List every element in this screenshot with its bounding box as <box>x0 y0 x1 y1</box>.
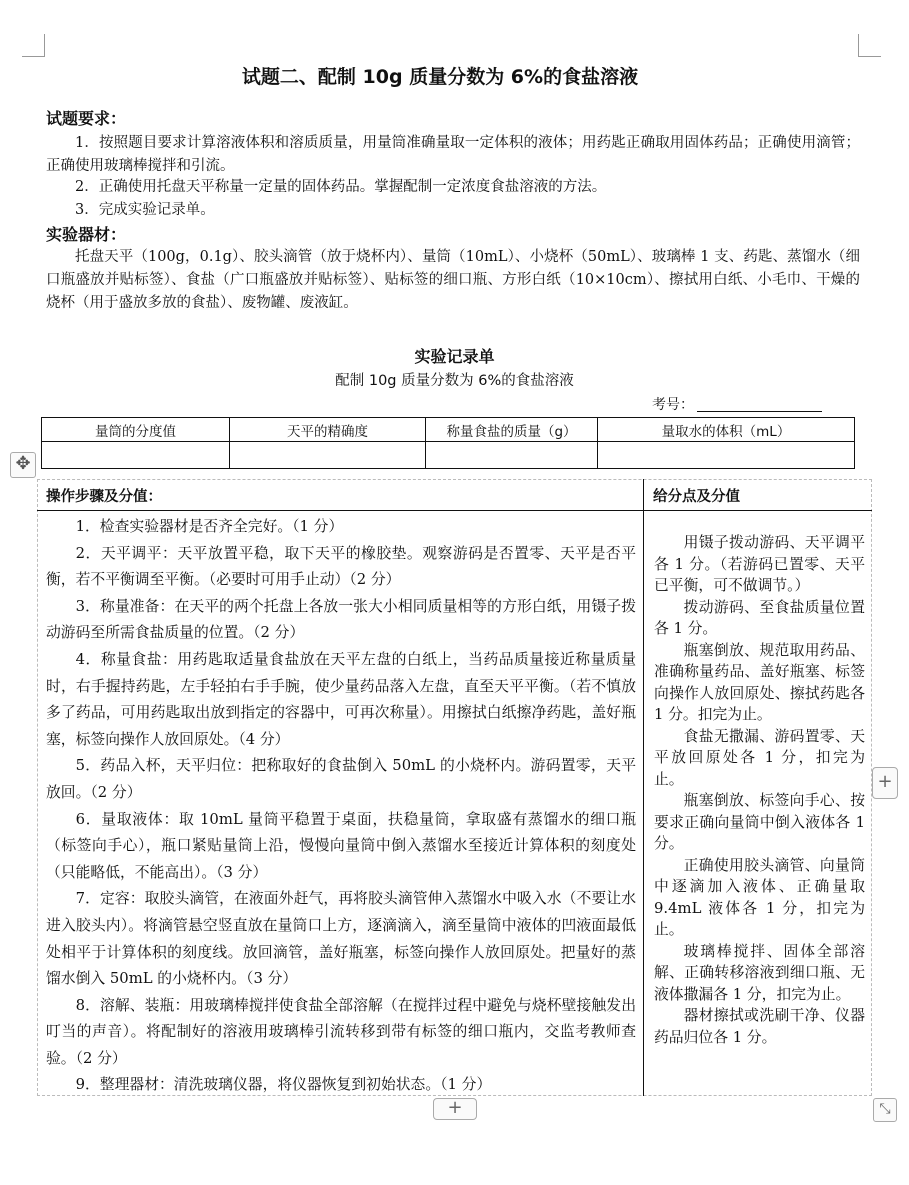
steps-header: 操作步骤及分值： <box>46 489 162 505</box>
step-item: 6．量取液体：取 10mL 量筒平稳置于桌面，扶稳量筒，拿取盛有蒸馏水的细口瓶（标签向手心），瓶口紧贴量筒上沿，慢慢向量筒中倒入蒸馏水至接近计算体积的刻度处（只能略低，不能高出）。（3 分） <box>46 810 636 881</box>
step-item: 2．天平调平：天平放置平稳，取下天平的橡胶垫。观察游码是否置零、天平是否平衡，若不平衡调至平衡。（必要时可用手止动）（2 分） <box>46 544 636 589</box>
step-item: 9．整理器材：清洗玻璃仪器，将仪器恢复到初始状态。（1 分） <box>75 1076 492 1094</box>
point-item: 用镊子拨动游码、天平调平各 1 分。（若游码已置零、天平已平衡，可不做调节。） <box>654 534 865 594</box>
table-header-balance-precision: 天平的精确度 <box>230 418 426 442</box>
point-item: 食盐无撒漏、游码置零、天平放回原处各 1 分，扣完为止。 <box>654 727 865 788</box>
add-row-button[interactable]: + <box>433 1098 477 1120</box>
table-cell-cylinder-division[interactable] <box>42 442 230 469</box>
steps-column <box>46 514 636 1099</box>
point-item: 器材擦拭或洗刷干净、仪器药品归位各 1 分。 <box>654 1007 865 1046</box>
table-header-water-volume: 量取水的体积（mL） <box>598 418 855 442</box>
add-column-button[interactable]: + <box>872 767 898 799</box>
document-title: 试题二、配制 10g 质量分数为 6%的食盐溶液 <box>241 66 639 88</box>
step-item: 8．溶解、装瓶：用玻璃棒搅拌使食盐全部溶解（在搅拌过程中避免与烧杯壁接触发出叮当的声音）。将配制好的溶液用玻璃棒引流转移到带有标签的细口瓶内，交监考教师查验。（2 分） <box>46 996 636 1067</box>
table-header-cylinder-division: 量筒的分度值 <box>42 418 230 442</box>
scoring-column-divider <box>643 479 644 1096</box>
step-item: 3．称量准备：在天平的两个托盘上各放一张大小相同质量相等的方形白纸，用镊子拨动游码至所需食盐质量的位置。（2 分） <box>46 597 636 642</box>
equipment-heading: 实验器材： <box>46 225 127 244</box>
table-cell-water-volume[interactable] <box>598 442 855 469</box>
measurement-table <box>41 417 855 469</box>
requirements-heading: 试题要求： <box>46 109 127 128</box>
point-item: 瓶塞倒放、规范取用药品、准确称量药品、盖好瓶塞、标签向操作人放回原处、擦拭药匙各 1 分。扣完为止。 <box>654 641 865 723</box>
step-item: 4．称量食盐：用药匙取适量食盐放在天平左盘的白纸上，当药品质量接近称量质量时，右手握持药匙，左手轻拍右手手腕，使少量药品落入左盘，直至天平平衡。（若不慎放多了药品，可用药匙取出放到指定的容器中，可再次称量）。用擦拭白纸擦净药匙，盖好瓶塞，标签向操作人放回原处。（4 分） <box>46 650 636 748</box>
step-item: 5．药品入杯，天平归位：把称取好的食盐倒入 50mL 的小烧杯内。游码置零，天平放回。（2 分） <box>46 757 636 801</box>
point-item: 瓶塞倒放、标签向手心、按要求正确向量筒中倒入液体各 1 分。 <box>654 792 865 852</box>
table-cell-salt-mass[interactable] <box>426 442 598 469</box>
step-item: 1．检查实验器材是否齐全完好。（1 分） <box>75 518 344 535</box>
point-item: 拨动游码、至食盐质量位置各 1 分。 <box>654 598 865 637</box>
exam-number-label: 考号： <box>652 397 694 413</box>
requirement-item: 3．完成实验记录单。 <box>75 202 215 218</box>
points-header: 给分点及分值 <box>653 489 740 505</box>
record-title: 实验记录单 <box>414 347 495 366</box>
table-move-handle-icon[interactable]: ✥ <box>10 452 36 478</box>
table-cell-balance-precision[interactable] <box>230 442 426 469</box>
exam-number-field[interactable] <box>697 411 822 412</box>
scoring-header-divider <box>37 510 872 511</box>
step-item: 7．定容：取胶头滴管，在液面外赶气，再将胶头滴管伸入蒸馏水中吸入水（不要让水进入胶头内）。将滴管悬空竖直放在量筒口上方，逐滴滴入，滴至量筒中液体的凹液面最低处相平于计算体积的刻度线。放回滴管，盖好瓶塞，标签向操作人放回原处。把量好的蒸馏水倒入 50mL 的小烧杯内。（3 分） <box>46 890 636 988</box>
points-column <box>654 532 865 1048</box>
point-item: 玻璃棒搅拌、固体全部溶解、正确转移溶液到细口瓶、无液体撒漏各 1 分，扣完为止。 <box>654 942 865 1003</box>
point-item: 正确使用胶头滴管、向量筒中逐滴加入液体、正确量取 9.4mL 液体各 1 分，扣完为止。 <box>654 856 865 938</box>
record-subtitle: 配制 10g 质量分数为 6%的食盐溶液 <box>335 373 574 389</box>
table-resize-handle-icon[interactable]: ⤡ <box>873 1098 897 1122</box>
page-corner-mark-top-right <box>858 34 881 57</box>
requirement-item: 1．按照题目要求计算溶液体积和溶质质量，用量筒准确量取一定体积的液体；用药匙正确取用固体药品；正确使用滴管；正确使用玻璃棒搅拌和引流。 <box>46 135 860 174</box>
requirement-item: 2．正确使用托盘天平称量一定量的固体药品。掌握配制一定浓度食盐溶液的方法。 <box>75 179 607 195</box>
table-header-salt-mass: 称量食盐的质量（g） <box>426 418 598 442</box>
equipment-text: 托盘天平（100g，0.1g）、胶头滴管（放于烧杯内）、量筒（10mL）、小烧杯（50mL）、玻璃棒 1 支、药匙、蒸馏水（细口瓶盛放并贴标签）、食盐（广口瓶盛放并贴标签）、贴标签的细口瓶、方形白纸（10×10cm）、擦拭用白纸、小毛巾、干燥的烧杯（用于盛放多放的食盐）、废物罐、废液缸。 <box>46 249 860 311</box>
page-corner-mark-top-left <box>22 34 45 57</box>
